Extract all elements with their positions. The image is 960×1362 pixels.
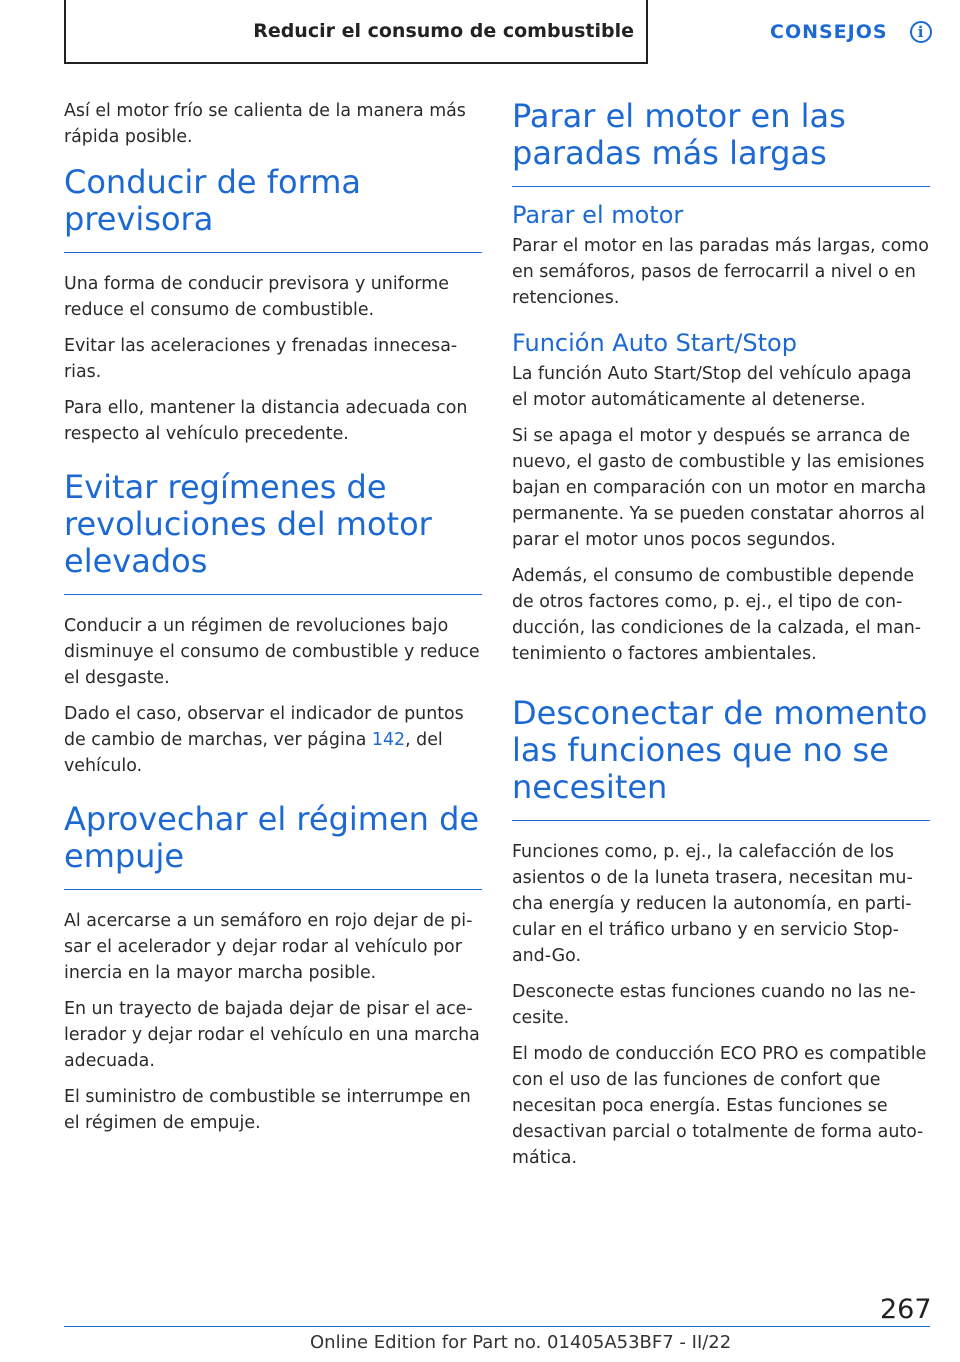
heading-conducir-previsora: Conducir de forma previsora (64, 164, 482, 253)
paragraph: El suministro de combustible se interrumpe en el régimen de empuje. (64, 1087, 471, 1133)
info-icon: i (910, 21, 932, 43)
paragraph: En un trayecto de bajada dejar de pisar el acelerador y dejar rodar el vehículo en una marcha adecuada. (64, 999, 480, 1071)
page-link-142[interactable]: 142 (371, 730, 406, 750)
paragraph (64, 701, 482, 779)
right-column (512, 98, 930, 1181)
running-header-section (64, 0, 648, 64)
footer-edition: Online Edition for Part no. 01405A53BF7 - II/22 (310, 1332, 732, 1353)
left-column (64, 98, 482, 1146)
paragraph: La función Auto Start/Stop del vehículo apaga el motor automáticamente al detenerse. (512, 364, 912, 410)
section-title: Reducir el consumo de combustible (253, 20, 634, 42)
intro-paragraph: Así el motor frío se calienta de la manera más rápida posible. (64, 101, 466, 147)
paragraph: Si se apaga el motor y después se arranca de nuevo, el gasto de combustible y las emisiones bajan en comparación con un motor en marcha permanente. Ya se pueden constatar ahorros al parar el motor unos pocos segundos. (512, 426, 927, 550)
subheading-auto-start-stop: Función Auto Start/Stop (512, 329, 797, 357)
paragraph: Desconecte estas funciones cuando no las necesite. (512, 982, 916, 1028)
paragraph: Evitar las aceleraciones y frenadas innecesarias. (64, 336, 458, 382)
chapter-title: CONSEJOS (770, 21, 888, 43)
heading-regimen-empuje: Aprovechar el régimen de empuje (64, 801, 482, 890)
paragraph: El modo de conducción ECO PRO es compatible con el uso de las funciones de confort que necesitan poca energía. Estas funciones se desactivan parcial o totalmente de forma automática. (512, 1044, 927, 1168)
paragraph: Conducir a un régimen de revoluciones bajo disminuye el consumo de combustible y reduce el desgaste. (64, 616, 480, 688)
heading-desconectar-funciones: Desconectar de momento las funciones que no se necesiten (512, 695, 930, 821)
paragraph: Una forma de conducir previsora y uniforme reduce el consumo de combustible. (64, 274, 449, 320)
paragraph: Para ello, mantener la distancia adecuada con respecto al vehículo precedente. (64, 398, 468, 444)
running-header-chapter (660, 0, 960, 64)
subheading-parar-motor: Parar el motor (512, 201, 684, 229)
paragraph: Parar el motor en las paradas más largas, como en semáforos, pasos de ferrocarril a nivel o en retenciones. (512, 236, 929, 308)
heading-parar-motor-paradas: Parar el motor en las paradas más largas (512, 98, 930, 187)
heading-evitar-regimenes: Evitar regímenes de revoluciones del motor elevados (64, 469, 482, 595)
page-number: 267 (880, 1294, 932, 1325)
paragraph: Funciones como, p. ej., la calefacción de los asientos o de la luneta trasera, necesitan mucha energía y reducen la autonomía, en particular en el tráfico urbano y en servicio Stop-and-Go. (512, 842, 913, 966)
paragraph: Además, el consumo de combustible depende de otros factores como, p. ej., el tipo de conducción, las condiciones de la calzada, el mantenimiento o factores ambientales. (512, 566, 922, 664)
footer-divider (64, 1326, 930, 1327)
paragraph: Al acercarse a un semáforo en rojo dejar de pisar el acelerador y dejar rodar al vehículo por inercia en la mayor marcha posible. (64, 911, 473, 983)
paragraph-text: Dado el caso, observar el indicador de puntos de cambio de marchas, ver página (64, 704, 464, 750)
paragraph-text: , del vehículo. (64, 730, 443, 776)
